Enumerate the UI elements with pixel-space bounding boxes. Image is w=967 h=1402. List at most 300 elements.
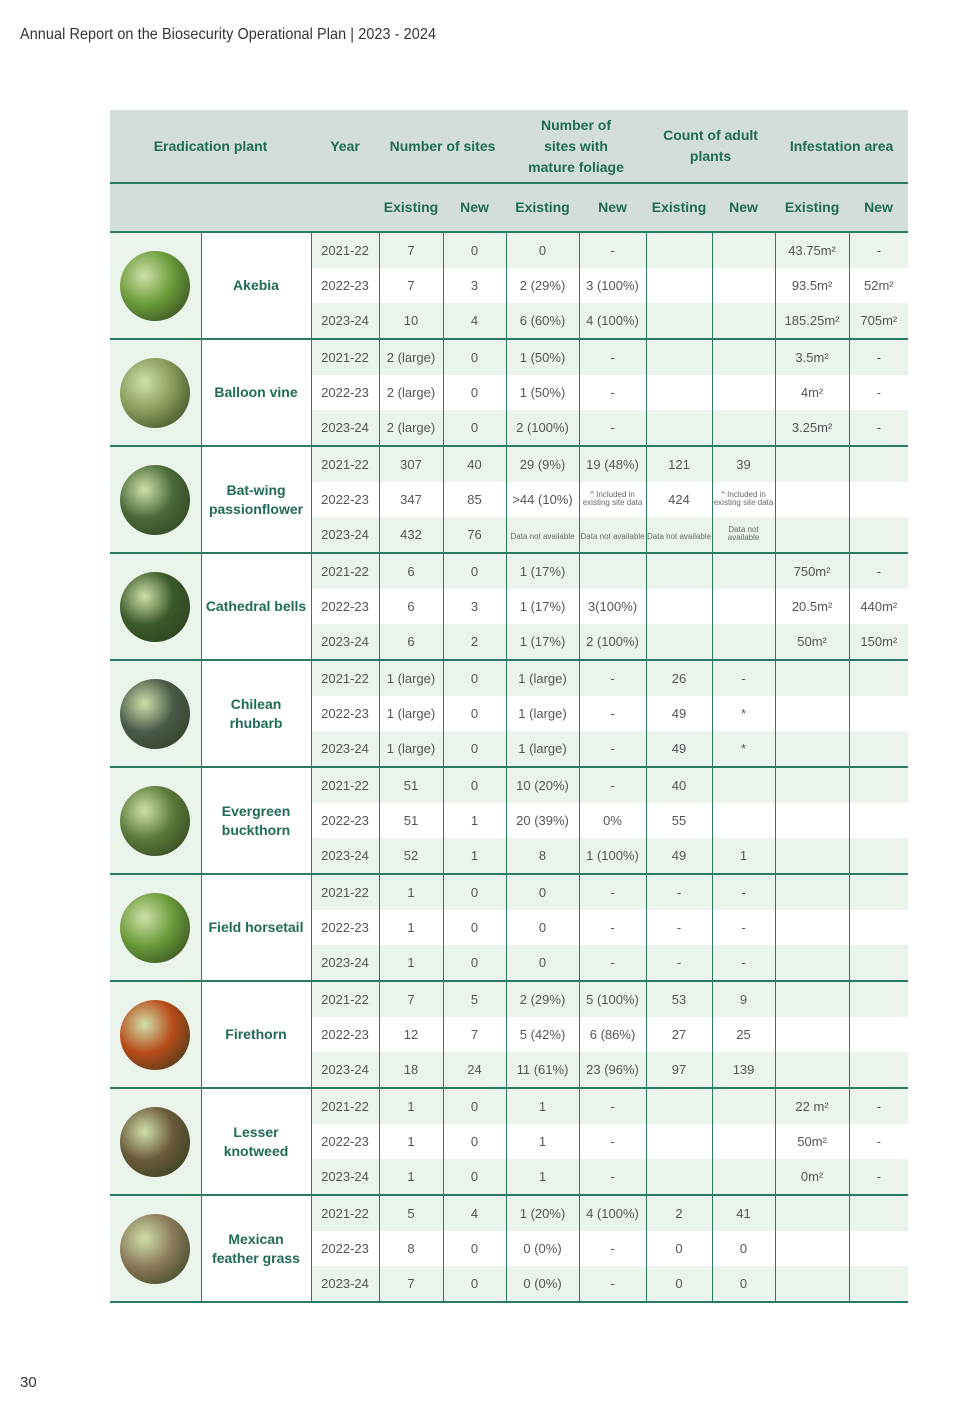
subheader-new: New bbox=[712, 183, 775, 232]
data-cell: - bbox=[849, 1124, 908, 1159]
data-cell: - bbox=[849, 375, 908, 410]
data-cell bbox=[646, 624, 712, 660]
data-cell: - bbox=[849, 1088, 908, 1124]
data-cell: 2 (large) bbox=[379, 375, 443, 410]
data-cell: 0 bbox=[443, 553, 506, 589]
data-cell: 0% bbox=[579, 803, 646, 838]
data-cell: 1 bbox=[379, 1159, 443, 1195]
data-cell bbox=[646, 375, 712, 410]
year-cell: 2021-22 bbox=[311, 981, 379, 1017]
year-cell: 2023-24 bbox=[311, 838, 379, 874]
data-cell: 150m² bbox=[849, 624, 908, 660]
data-cell: - bbox=[579, 1159, 646, 1195]
data-cell: 1 bbox=[379, 1124, 443, 1159]
data-cell bbox=[712, 375, 775, 410]
data-cell: 347 bbox=[379, 482, 443, 517]
data-cell: 0 bbox=[443, 874, 506, 910]
data-cell: 51 bbox=[379, 803, 443, 838]
data-cell: 0 bbox=[712, 1266, 775, 1302]
data-cell bbox=[712, 624, 775, 660]
plant-photo-cell bbox=[110, 553, 201, 660]
data-cell: - bbox=[579, 696, 646, 731]
data-cell bbox=[712, 482, 775, 517]
plant-photo-icon bbox=[120, 893, 190, 963]
data-cell: 0 bbox=[443, 1159, 506, 1195]
data-cell bbox=[579, 517, 646, 553]
plant-name: Balloon vine bbox=[201, 339, 311, 446]
data-cell: 6 bbox=[379, 624, 443, 660]
data-cell bbox=[849, 446, 908, 482]
data-cell: 6 bbox=[379, 553, 443, 589]
data-cell: - bbox=[579, 339, 646, 375]
data-cell: 29 (9%) bbox=[506, 446, 579, 482]
data-cell: - bbox=[579, 1088, 646, 1124]
note-text: Data not available bbox=[727, 525, 760, 542]
data-cell bbox=[712, 1159, 775, 1195]
data-cell: 0 bbox=[443, 1124, 506, 1159]
data-cell: 2 (29%) bbox=[506, 268, 579, 303]
data-cell: 20 (39%) bbox=[506, 803, 579, 838]
data-cell: 0 bbox=[506, 874, 579, 910]
data-cell: - bbox=[579, 1124, 646, 1159]
data-cell bbox=[849, 803, 908, 838]
note-text: ^ Included in existing site data bbox=[582, 490, 643, 507]
data-cell: - bbox=[712, 874, 775, 910]
year-cell: 2022-23 bbox=[311, 1231, 379, 1266]
data-cell: 1 bbox=[379, 1088, 443, 1124]
plant-name: Evergreen buckthorn bbox=[201, 767, 311, 874]
data-cell: 10 (20%) bbox=[506, 767, 579, 803]
data-cell: 19 (48%) bbox=[579, 446, 646, 482]
data-cell: 0 bbox=[443, 1088, 506, 1124]
data-cell: 2 (29%) bbox=[506, 981, 579, 1017]
data-cell: * bbox=[712, 731, 775, 767]
year-cell: 2022-23 bbox=[311, 910, 379, 945]
data-cell: 0 bbox=[443, 232, 506, 268]
year-cell: 2022-23 bbox=[311, 589, 379, 624]
data-cell: 432 bbox=[379, 517, 443, 553]
year-cell: 2023-24 bbox=[311, 731, 379, 767]
data-cell bbox=[775, 1052, 849, 1088]
year-cell: 2022-23 bbox=[311, 1124, 379, 1159]
data-cell: 53 bbox=[646, 981, 712, 1017]
data-cell bbox=[775, 660, 849, 696]
data-cell: 1 bbox=[506, 1159, 579, 1195]
plant-photo-icon bbox=[120, 679, 190, 749]
data-cell: 7 bbox=[379, 981, 443, 1017]
plant-name: Firethorn bbox=[201, 981, 311, 1088]
data-cell: 0 bbox=[443, 767, 506, 803]
data-cell: - bbox=[579, 945, 646, 981]
data-cell bbox=[646, 1159, 712, 1195]
data-cell: - bbox=[579, 410, 646, 446]
plant-photo-icon bbox=[120, 465, 190, 535]
data-cell: 7 bbox=[379, 268, 443, 303]
data-cell: 41 bbox=[712, 1195, 775, 1231]
data-cell bbox=[506, 517, 579, 553]
data-cell: 1 bbox=[379, 874, 443, 910]
data-cell: 40 bbox=[443, 446, 506, 482]
data-cell: 0 bbox=[443, 945, 506, 981]
data-cell bbox=[712, 803, 775, 838]
data-cell: 0 bbox=[443, 696, 506, 731]
data-cell: 1 bbox=[712, 838, 775, 874]
data-cell: 1 (17%) bbox=[506, 553, 579, 589]
data-cell bbox=[646, 410, 712, 446]
data-cell: 85 bbox=[443, 482, 506, 517]
plant-photo-cell bbox=[110, 232, 201, 339]
data-cell: 1 (large) bbox=[506, 696, 579, 731]
data-cell: 49 bbox=[646, 838, 712, 874]
data-cell bbox=[849, 838, 908, 874]
data-cell: 121 bbox=[646, 446, 712, 482]
data-cell bbox=[775, 910, 849, 945]
data-cell bbox=[849, 696, 908, 731]
plant-name: Cathedral bells bbox=[201, 553, 311, 660]
data-cell: 22 m² bbox=[775, 1088, 849, 1124]
data-cell: 2 (large) bbox=[379, 410, 443, 446]
data-cell: - bbox=[849, 553, 908, 589]
subheader-new: New bbox=[443, 183, 506, 232]
data-cell bbox=[775, 803, 849, 838]
data-cell: 50m² bbox=[775, 1124, 849, 1159]
table-row bbox=[110, 446, 908, 482]
year-cell: 2021-22 bbox=[311, 767, 379, 803]
plant-name: Mexican feather grass bbox=[201, 1195, 311, 1302]
data-cell: 0 bbox=[506, 232, 579, 268]
data-cell bbox=[849, 660, 908, 696]
data-cell bbox=[849, 767, 908, 803]
data-cell: 1 bbox=[379, 910, 443, 945]
data-cell bbox=[712, 767, 775, 803]
table-row bbox=[110, 232, 908, 268]
data-cell: 52 bbox=[379, 838, 443, 874]
year-cell: 2022-23 bbox=[311, 803, 379, 838]
data-cell: 9 bbox=[712, 981, 775, 1017]
plant-photo-icon bbox=[120, 358, 190, 428]
year-cell: 2023-24 bbox=[311, 303, 379, 339]
data-cell: 18 bbox=[379, 1052, 443, 1088]
data-cell: * bbox=[712, 696, 775, 731]
year-cell: 2022-23 bbox=[311, 696, 379, 731]
year-cell: 2021-22 bbox=[311, 1088, 379, 1124]
data-cell: 1 bbox=[443, 838, 506, 874]
data-cell: - bbox=[849, 410, 908, 446]
data-cell bbox=[849, 1052, 908, 1088]
data-cell bbox=[712, 410, 775, 446]
table-body bbox=[110, 232, 908, 1302]
year-cell: 2022-23 bbox=[311, 268, 379, 303]
data-cell: 1 bbox=[379, 945, 443, 981]
year-cell: 2022-23 bbox=[311, 482, 379, 517]
year-cell: 2023-24 bbox=[311, 1266, 379, 1302]
data-cell: 11 (61%) bbox=[506, 1052, 579, 1088]
header-year: Year bbox=[311, 110, 379, 183]
plant-photo-cell bbox=[110, 1195, 201, 1302]
data-cell: 2 bbox=[443, 624, 506, 660]
data-cell: 6 (60%) bbox=[506, 303, 579, 339]
data-cell bbox=[849, 945, 908, 981]
data-cell: 8 bbox=[379, 1231, 443, 1266]
table-row bbox=[110, 339, 908, 375]
data-cell bbox=[712, 1124, 775, 1159]
data-cell: 10 bbox=[379, 303, 443, 339]
data-cell bbox=[775, 696, 849, 731]
data-cell: 0 bbox=[443, 1231, 506, 1266]
data-cell: 4 bbox=[443, 1195, 506, 1231]
data-cell: 93.5m² bbox=[775, 268, 849, 303]
note-text: Data not available bbox=[580, 532, 645, 541]
subheader-existing: Existing bbox=[506, 183, 579, 232]
data-cell bbox=[646, 1124, 712, 1159]
plant-photo-cell bbox=[110, 1088, 201, 1195]
year-cell: 2023-24 bbox=[311, 517, 379, 553]
data-cell: - bbox=[579, 1266, 646, 1302]
year-cell: 2023-24 bbox=[311, 410, 379, 446]
data-cell: 40 bbox=[646, 767, 712, 803]
data-cell: 1 (large) bbox=[379, 696, 443, 731]
page-number: 30 bbox=[20, 1374, 37, 1391]
data-cell bbox=[849, 482, 908, 517]
header-number-of-sites: Number of sites bbox=[379, 110, 506, 183]
data-cell: 1 bbox=[506, 1088, 579, 1124]
data-cell: 0 (0%) bbox=[506, 1266, 579, 1302]
data-cell bbox=[712, 232, 775, 268]
data-cell: 4 bbox=[443, 303, 506, 339]
data-cell: 0 bbox=[443, 660, 506, 696]
header-infestation-area: Infestation area bbox=[775, 110, 908, 183]
data-cell: 20.5m² bbox=[775, 589, 849, 624]
header-mature-foliage: Number of sites with mature foliage bbox=[506, 110, 646, 183]
plant-name: Field horsetail bbox=[201, 874, 311, 981]
data-cell bbox=[775, 517, 849, 553]
data-cell bbox=[646, 589, 712, 624]
data-cell bbox=[646, 303, 712, 339]
data-cell: 0 (0%) bbox=[506, 1231, 579, 1266]
data-cell: - bbox=[646, 874, 712, 910]
eradication-table bbox=[110, 110, 908, 1303]
data-cell: 4m² bbox=[775, 375, 849, 410]
plant-photo-cell bbox=[110, 874, 201, 981]
data-cell bbox=[849, 981, 908, 1017]
year-cell: 2021-22 bbox=[311, 232, 379, 268]
plant-photo-cell bbox=[110, 767, 201, 874]
data-cell: 5 bbox=[443, 981, 506, 1017]
data-cell bbox=[646, 1088, 712, 1124]
data-cell: 185.25m² bbox=[775, 303, 849, 339]
data-cell: 8 bbox=[506, 838, 579, 874]
data-cell: 1 (20%) bbox=[506, 1195, 579, 1231]
data-cell: 7 bbox=[379, 232, 443, 268]
data-cell bbox=[775, 767, 849, 803]
data-cell: 7 bbox=[379, 1266, 443, 1302]
data-cell bbox=[775, 1017, 849, 1052]
data-cell bbox=[775, 1266, 849, 1302]
data-cell: 2 (100%) bbox=[506, 410, 579, 446]
data-cell: - bbox=[849, 1159, 908, 1195]
data-cell bbox=[849, 1195, 908, 1231]
data-cell bbox=[712, 589, 775, 624]
note-text: Data not available bbox=[510, 532, 575, 541]
plant-photo-icon bbox=[120, 572, 190, 642]
plant-name: Chilean rhubarb bbox=[201, 660, 311, 767]
data-cell: 6 bbox=[379, 589, 443, 624]
data-cell: 0 bbox=[646, 1231, 712, 1266]
data-cell bbox=[712, 339, 775, 375]
data-cell: - bbox=[849, 339, 908, 375]
data-cell: 440m² bbox=[849, 589, 908, 624]
plant-photo-icon bbox=[120, 786, 190, 856]
year-cell: 2023-24 bbox=[311, 1159, 379, 1195]
data-cell: 424 bbox=[646, 482, 712, 517]
subheader-new: New bbox=[849, 183, 908, 232]
header-adult-plants: Count of adult plants bbox=[646, 110, 775, 183]
table-row bbox=[110, 981, 908, 1017]
plant-name: Bat-wing passionflower bbox=[201, 446, 311, 553]
year-cell: 2021-22 bbox=[311, 339, 379, 375]
data-cell: 1 bbox=[506, 1124, 579, 1159]
data-cell: 1 (17%) bbox=[506, 589, 579, 624]
data-cell: 1 bbox=[443, 803, 506, 838]
data-cell bbox=[579, 482, 646, 517]
data-cell bbox=[579, 553, 646, 589]
data-cell bbox=[646, 268, 712, 303]
year-cell: 2022-23 bbox=[311, 375, 379, 410]
data-cell: 1 (large) bbox=[379, 660, 443, 696]
data-cell: 1 (large) bbox=[506, 660, 579, 696]
subheader-existing: Existing bbox=[646, 183, 712, 232]
data-cell: - bbox=[579, 731, 646, 767]
data-cell bbox=[712, 303, 775, 339]
data-cell: 0 bbox=[443, 339, 506, 375]
data-cell bbox=[775, 838, 849, 874]
data-cell bbox=[849, 1231, 908, 1266]
data-cell bbox=[712, 517, 775, 553]
data-cell bbox=[849, 731, 908, 767]
data-cell: 1 (50%) bbox=[506, 339, 579, 375]
plant-photo-icon bbox=[120, 1000, 190, 1070]
year-cell: 2021-22 bbox=[311, 553, 379, 589]
data-cell: - bbox=[646, 910, 712, 945]
data-cell: 6 (86%) bbox=[579, 1017, 646, 1052]
data-cell: - bbox=[712, 660, 775, 696]
data-cell: 23 (96%) bbox=[579, 1052, 646, 1088]
data-cell bbox=[849, 1266, 908, 1302]
year-cell: 2023-24 bbox=[311, 945, 379, 981]
data-cell: 97 bbox=[646, 1052, 712, 1088]
data-cell: - bbox=[849, 232, 908, 268]
data-cell: 1 (large) bbox=[506, 731, 579, 767]
data-cell bbox=[712, 553, 775, 589]
table-row bbox=[110, 767, 908, 803]
data-cell bbox=[775, 874, 849, 910]
year-cell: 2021-22 bbox=[311, 660, 379, 696]
plant-photo-cell bbox=[110, 446, 201, 553]
year-cell: 2021-22 bbox=[311, 1195, 379, 1231]
data-cell: 0m² bbox=[775, 1159, 849, 1195]
data-cell bbox=[849, 1017, 908, 1052]
note-text: ^ Included in existing site data bbox=[713, 490, 774, 507]
data-cell bbox=[646, 553, 712, 589]
data-cell: 5 bbox=[379, 1195, 443, 1231]
data-cell: 4 (100%) bbox=[579, 303, 646, 339]
note-text: Data not available bbox=[647, 532, 712, 541]
data-cell: 0 bbox=[712, 1231, 775, 1266]
data-cell: - bbox=[579, 375, 646, 410]
plant-name: Akebia bbox=[201, 232, 311, 339]
data-cell bbox=[849, 874, 908, 910]
data-cell: - bbox=[712, 945, 775, 981]
data-cell: 3 bbox=[443, 589, 506, 624]
data-cell: 1 (100%) bbox=[579, 838, 646, 874]
data-cell bbox=[775, 981, 849, 1017]
data-cell: 0 bbox=[443, 410, 506, 446]
year-cell: 2023-24 bbox=[311, 624, 379, 660]
plant-photo-cell bbox=[110, 981, 201, 1088]
data-cell bbox=[775, 945, 849, 981]
data-cell: 0 bbox=[506, 945, 579, 981]
data-cell: 1 (17%) bbox=[506, 624, 579, 660]
data-cell: 25 bbox=[712, 1017, 775, 1052]
year-cell: 2023-24 bbox=[311, 1052, 379, 1088]
plant-photo-icon bbox=[120, 1214, 190, 1284]
table-row bbox=[110, 660, 908, 696]
data-cell bbox=[775, 1231, 849, 1266]
year-cell: 2021-22 bbox=[311, 446, 379, 482]
plant-photo-icon bbox=[120, 251, 190, 321]
data-cell bbox=[775, 731, 849, 767]
data-cell: 4 (100%) bbox=[579, 1195, 646, 1231]
data-cell bbox=[712, 1088, 775, 1124]
data-cell: 49 bbox=[646, 731, 712, 767]
data-cell: 7 bbox=[443, 1017, 506, 1052]
data-cell: 27 bbox=[646, 1017, 712, 1052]
subheader-new: New bbox=[579, 183, 646, 232]
data-cell: 0 bbox=[506, 910, 579, 945]
data-cell: - bbox=[712, 910, 775, 945]
subheader-existing: Existing bbox=[775, 183, 849, 232]
data-cell: - bbox=[579, 874, 646, 910]
data-cell: 705m² bbox=[849, 303, 908, 339]
data-cell bbox=[775, 446, 849, 482]
year-cell: 2021-22 bbox=[311, 874, 379, 910]
table-row bbox=[110, 874, 908, 910]
data-cell bbox=[775, 1195, 849, 1231]
header-eradication-plant: Eradication plant bbox=[110, 110, 311, 183]
table-row bbox=[110, 1088, 908, 1124]
data-cell: 307 bbox=[379, 446, 443, 482]
data-cell: 5 (100%) bbox=[579, 981, 646, 1017]
data-cell: 12 bbox=[379, 1017, 443, 1052]
data-cell: 39 bbox=[712, 446, 775, 482]
data-cell: 24 bbox=[443, 1052, 506, 1088]
data-cell: 50m² bbox=[775, 624, 849, 660]
data-cell: >44 (10%) bbox=[506, 482, 579, 517]
data-cell: 51 bbox=[379, 767, 443, 803]
data-cell: 55 bbox=[646, 803, 712, 838]
table-row bbox=[110, 1195, 908, 1231]
data-cell: 3.5m² bbox=[775, 339, 849, 375]
data-cell: - bbox=[646, 945, 712, 981]
data-cell: - bbox=[579, 910, 646, 945]
page-header-title: Annual Report on the Biosecurity Operational Plan | 2023 - 2024 bbox=[20, 26, 437, 43]
data-cell: 1 (large) bbox=[379, 731, 443, 767]
plant-photo-cell bbox=[110, 660, 201, 767]
data-cell: - bbox=[579, 767, 646, 803]
data-cell: 139 bbox=[712, 1052, 775, 1088]
data-cell: 2 (large) bbox=[379, 339, 443, 375]
plant-photo-cell bbox=[110, 339, 201, 446]
